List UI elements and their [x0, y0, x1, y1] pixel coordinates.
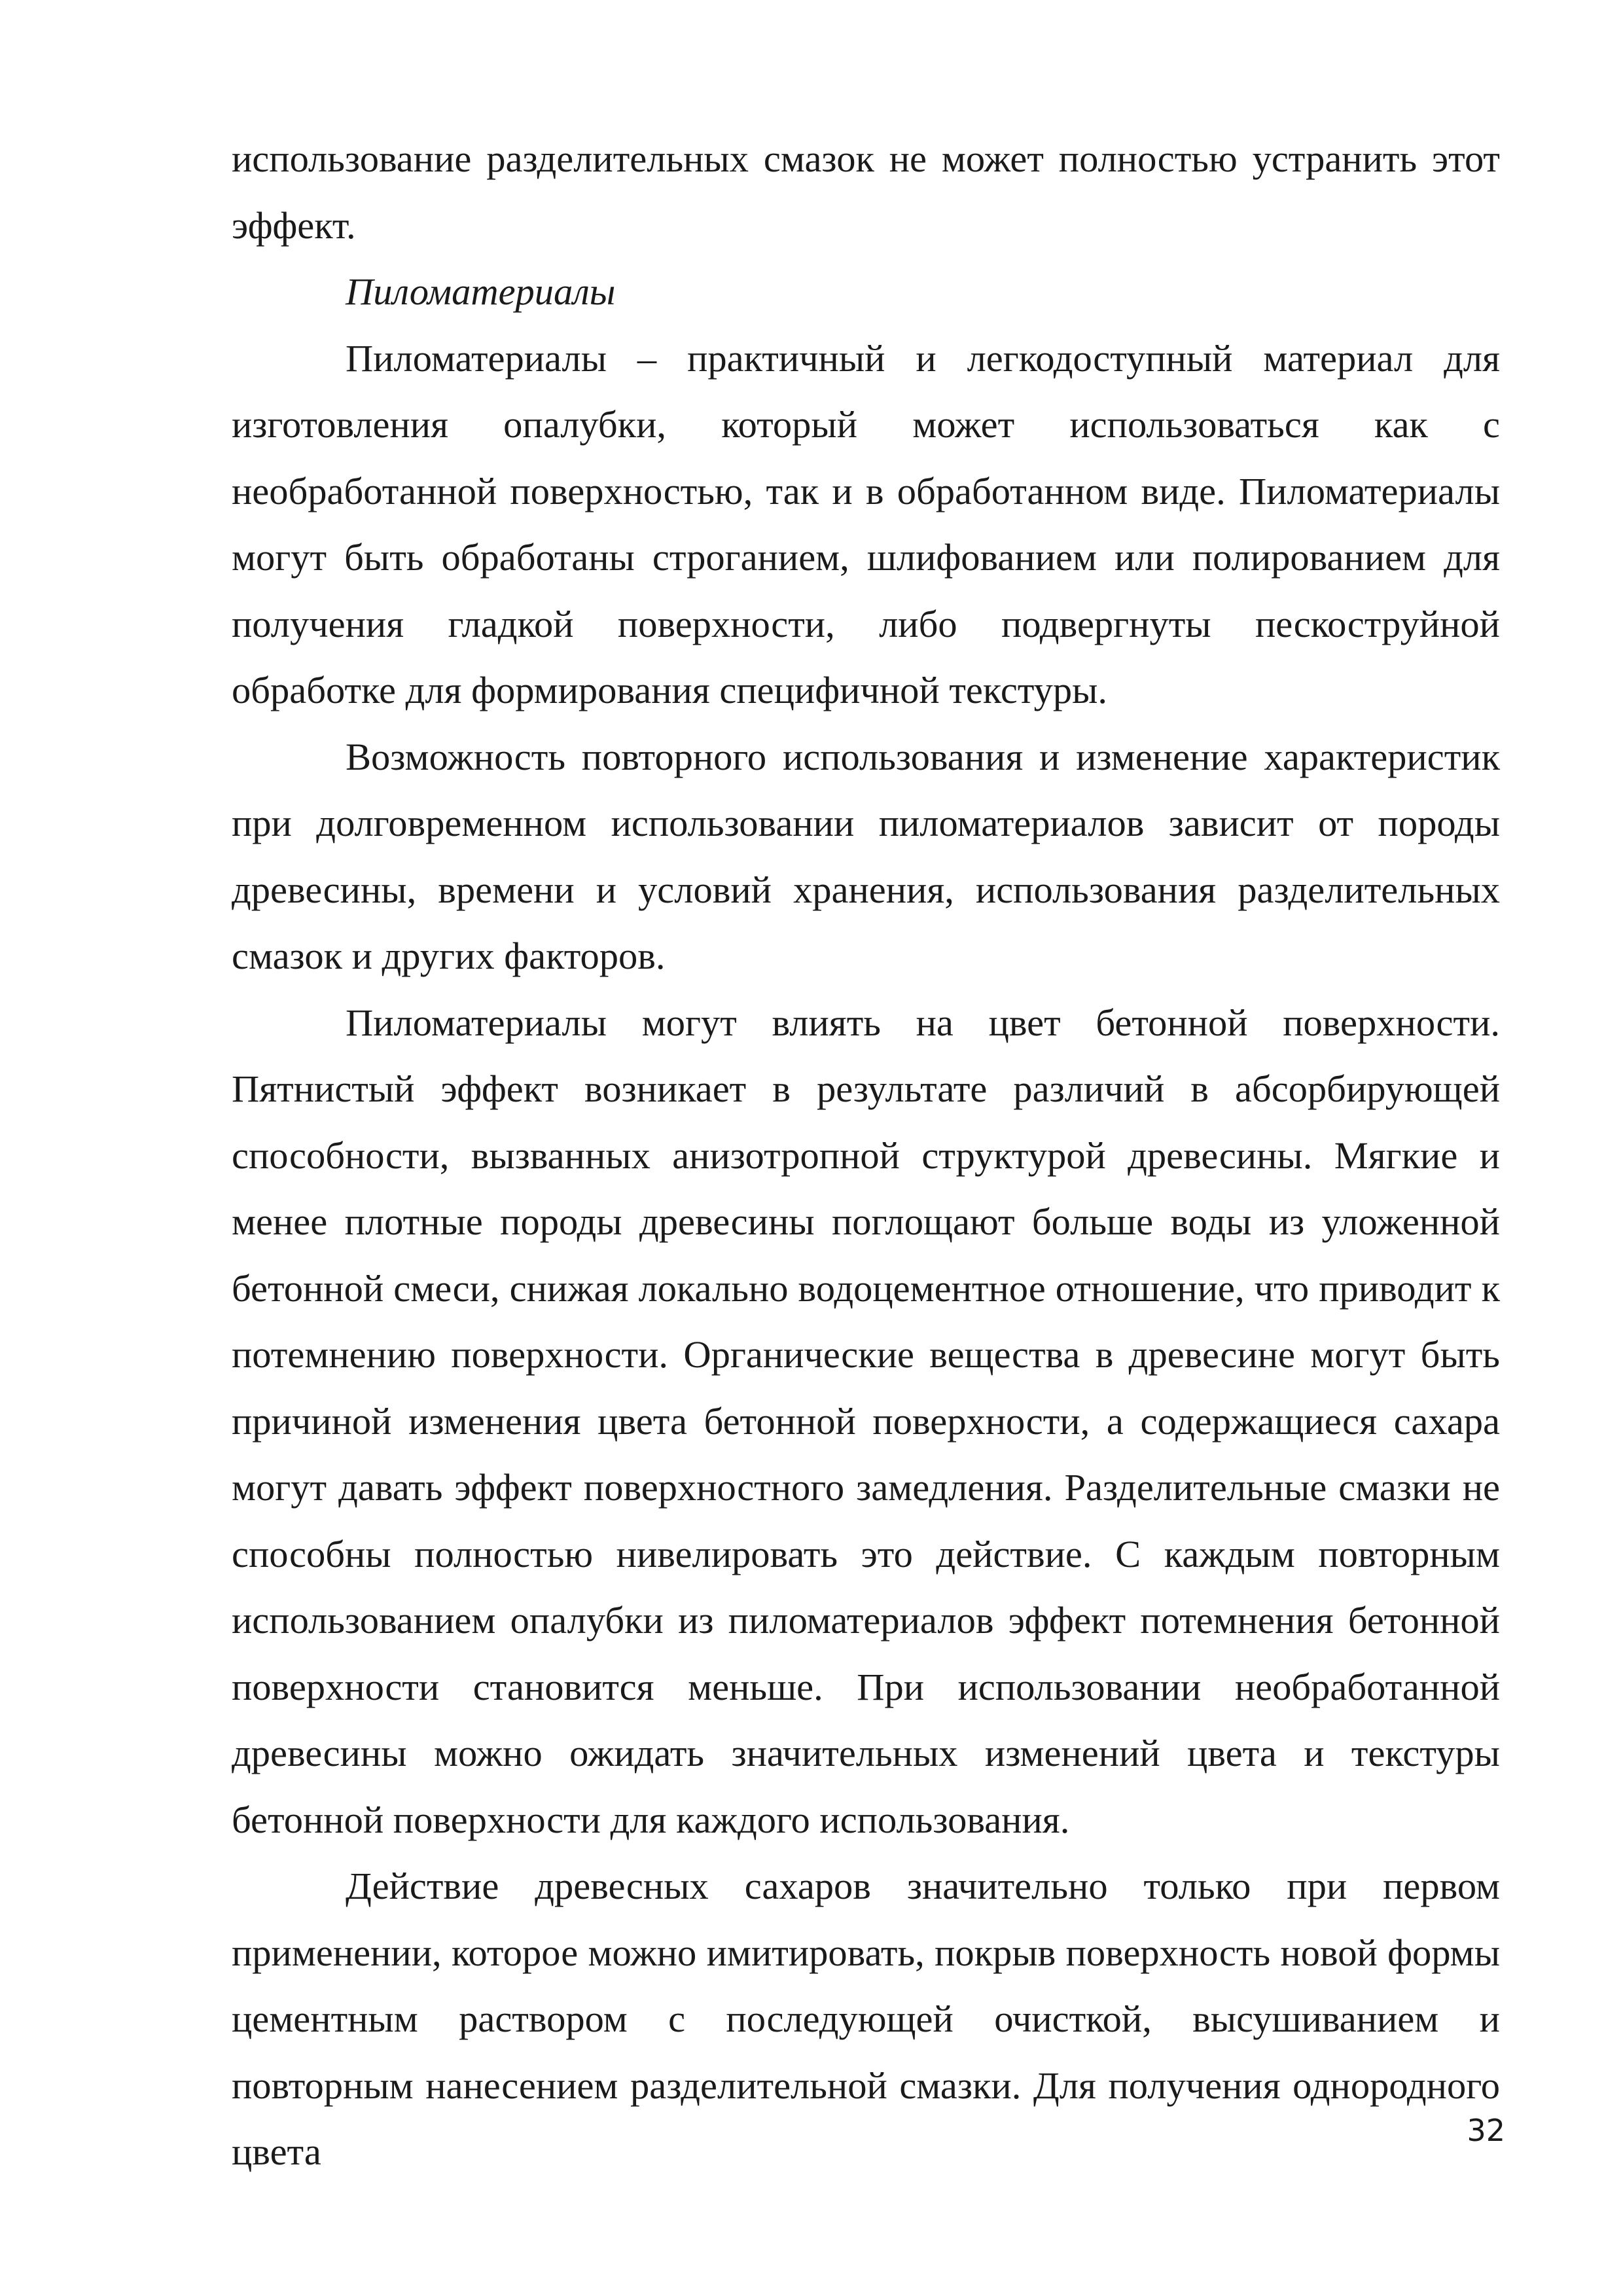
- paragraph-color-effect: Пиломатериалы могут влиять на цвет бетонной поверхности. Пятнистый эффект возникает в результате различий в абсорбирующей способности, вызванных анизотропной структурой древесины. Мягкие и менее плотные породы древесины поглощают больше воды из уложенной бетонной смеси, снижая локально водоцементное отношение, что приводит к потемнению поверхности. Органические вещества в древесине могут быть причиной изменения цвета бетонной поверхности, а содержащиеся сахара могут давать эффект поверхностного замедления. Разделительные смазки не способны полностью нивелировать это действие. С каждым повторным использованием опалубки из пиломатериалов эффект потемнения бетонной поверхности становится меньше. При использовании необработанной древесины можно ожидать значительных изменений цвета и текстуры бетонной поверхности для каждого использования.: [232, 1001, 1500, 1841]
- page-number: 32: [1467, 2113, 1505, 2148]
- paragraph-wood-sugars: Действие древесных сахаров значительно только при первом применении, которое можно имитировать, покрыв поверхность новой формы цементным раствором с последующей очисткой, высушиванием и повторным нанесением разделительной смазки. Для получения однородного цвета: [232, 1865, 1500, 2173]
- section-heading: Пиломатериалы: [346, 270, 616, 313]
- paragraph-reuse: Возможность повторного использования и изменение характеристик при долговременном использовании пиломатериалов зависит от породы древесины, времени и условий хранения, использования разделительных смазок и других факторов.: [232, 735, 1500, 977]
- paragraph-lumber-intro: Пиломатериалы – практичный и легкодоступный материал для изготовления опалубки, который может использоваться как с необработанной поверхностью, так и в обработанном виде. Пиломатериалы могут быть обработаны строганием, шлифованием или полированием для получения гладкой поверхности, либо подвергнуты пескоструйной обработке для формирования специфичной текстуры.: [232, 336, 1500, 711]
- page-body: [232, 126, 1500, 2185]
- paragraph-continuation: использование разделительных смазок не может полностью устранить этот эффект.: [232, 137, 1500, 247]
